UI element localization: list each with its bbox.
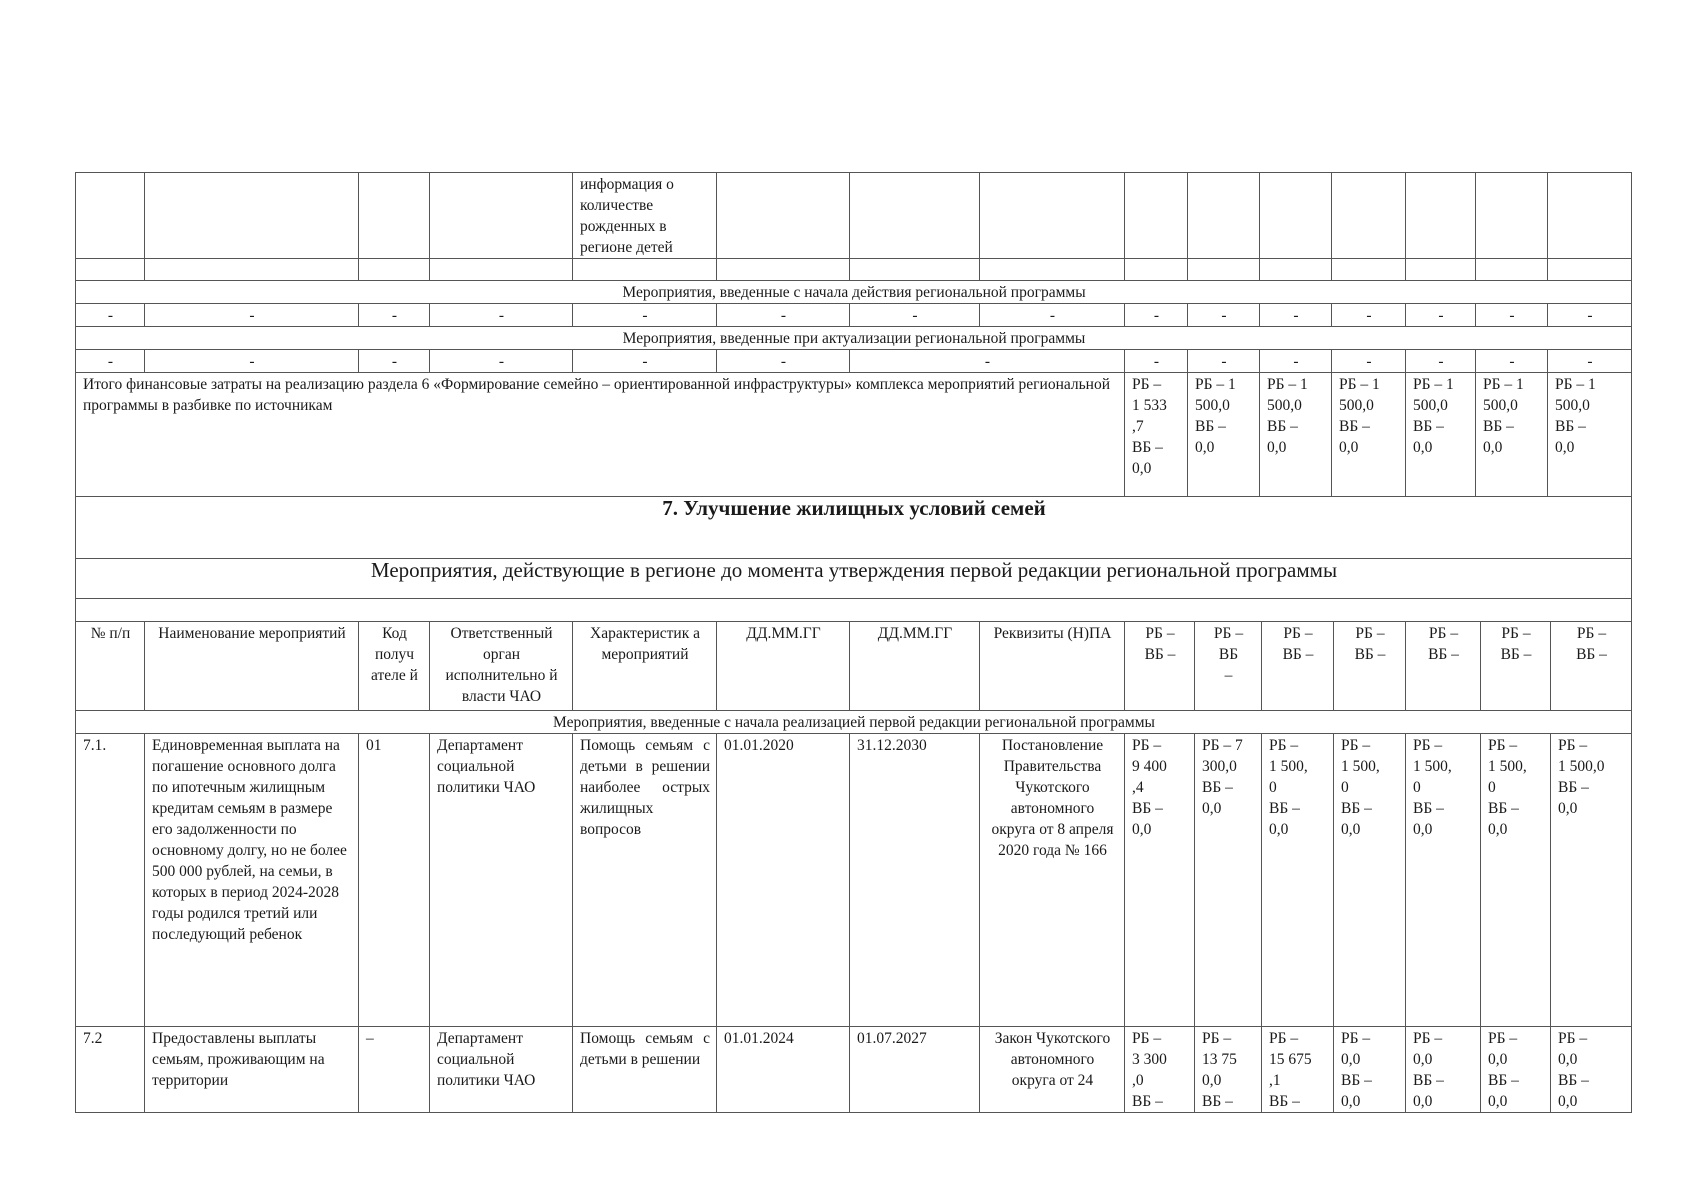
header-num: № п/п	[76, 622, 145, 711]
total-value: РБ – 1 500,0 ВБ – 0,0	[1476, 373, 1548, 497]
row-fin: РБ – 0,0 ВБ – 0,0	[1481, 1027, 1551, 1113]
total-value: РБ – 1 500,0 ВБ – 0,0	[1548, 373, 1632, 497]
banner-row-started	[76, 281, 1632, 304]
carry-over-row	[76, 173, 1632, 259]
row-num: 7.1.	[76, 734, 145, 1027]
row-date-end: 31.12.2030	[850, 734, 980, 1027]
header-organ: Ответственный орган исполнительно й власти ЧАО	[430, 622, 573, 711]
header-code: Код получ ателе й	[359, 622, 430, 711]
header-characteristic: Характеристик а мероприятий	[573, 622, 717, 711]
header-date-end: ДД.ММ.ГГ	[850, 622, 980, 711]
header-fin: РБ – ВБ –	[1334, 622, 1406, 711]
row-fin: РБ – 1 500,0 ВБ – 0,0	[1551, 734, 1632, 1027]
row-organ: Департамент социальной политики ЧАО	[430, 734, 573, 1027]
header-npa: Реквизиты (Н)ПА	[980, 622, 1125, 711]
header-fin: РБ – ВБ –	[1262, 622, 1334, 711]
row-date-end: 01.07.2027	[850, 1027, 980, 1113]
row-fin: РБ – 0,0 ВБ – 0,0	[1334, 1027, 1406, 1113]
row-fin: РБ – 1 500, 0 ВБ – 0,0	[1334, 734, 1406, 1027]
spacer-row	[76, 599, 1632, 622]
total-value: РБ – 1 500,0 ВБ – 0,0	[1406, 373, 1476, 497]
row-npa: Постановление Правительства Чукотского автономного округа от 8 апреля 2020 года № 166	[980, 734, 1125, 1027]
measures-title-row	[76, 559, 1632, 599]
row-name: Предоставлены выплаты семьям, проживающим на территории	[145, 1027, 359, 1113]
totals-label: Итого финансовые затраты на реализацию раздела 6 «Формирование семейно – ориентированной инфраструктуры» комплекса мероприятий региональной программы в разбивке по источникам	[76, 373, 1125, 497]
row-code: –	[359, 1027, 430, 1113]
banner-updated: Мероприятия, введенные при актуализации региональной программы	[76, 327, 1632, 350]
banner-row-updated	[76, 327, 1632, 350]
section-6-table-continuation	[75, 172, 1632, 622]
header-fin: РБ – ВБ –	[1481, 622, 1551, 711]
header-date-start: ДД.ММ.ГГ	[717, 622, 850, 711]
row-name: Единовременная выплата на погашение основного долга по ипотечным жилищным кредитам семьям в размере его задолженности по основному долгу, но не более 500 000 рублей, на семьи, в которых в период 2024-2028 годы родился третий или последующий ребенок	[145, 734, 359, 1027]
row-fin: РБ – 1 500, 0 ВБ – 0,0	[1262, 734, 1334, 1027]
section-title-row	[76, 497, 1632, 559]
table-row	[76, 734, 1632, 1027]
row-fin: РБ – 13 75 0,0 ВБ –	[1195, 1027, 1262, 1113]
total-value: РБ – 1 533 ,7 ВБ – 0,0	[1125, 373, 1188, 497]
header-fin: РБ – ВБ –	[1125, 622, 1195, 711]
row-fin: РБ – 7 300,0 ВБ – 0,0	[1195, 734, 1262, 1027]
carry-over-characteristic: информация о количестве рожденных в регионе детей	[573, 173, 717, 259]
row-npa: Закон Чукотского автономного округа от 24	[980, 1027, 1125, 1113]
row-fin: РБ – 3 300 ,0 ВБ –	[1125, 1027, 1195, 1113]
row-fin: РБ – 1 500, 0 ВБ – 0,0	[1481, 734, 1551, 1027]
row-fin: РБ – 0,0 ВБ – 0,0	[1551, 1027, 1632, 1113]
dash-row-started: - - - - - - - - - - - - - - -	[76, 304, 1632, 327]
row-characteristic: Помощь семьям с детьми в решении	[573, 1027, 717, 1113]
row-fin: РБ – 1 500, 0 ВБ – 0,0	[1406, 734, 1481, 1027]
row-date-start: 01.01.2020	[717, 734, 850, 1027]
empty-row	[76, 259, 1632, 281]
total-value: РБ – 1 500,0 ВБ – 0,0	[1188, 373, 1260, 497]
total-value: РБ – 1 500,0 ВБ – 0,0	[1332, 373, 1406, 497]
row-organ: Департамент социальной политики ЧАО	[430, 1027, 573, 1113]
banner-row-first-edition	[76, 711, 1632, 734]
row-characteristic: Помощь семьям с детьми в решении наиболее острых жилищных вопросов	[573, 734, 717, 1027]
table-row	[76, 1027, 1632, 1113]
section-7-table	[75, 621, 1632, 1113]
header-fin: РБ – ВБ –	[1406, 622, 1481, 711]
row-fin: РБ – 9 400 ,4 ВБ – 0,0	[1125, 734, 1195, 1027]
header-fin: РБ – ВБ –	[1195, 622, 1262, 711]
measures-title: Мероприятия, действующие в регионе до момента утверждения первой редакции региональной программы	[76, 559, 1632, 599]
section-title: 7. Улучшение жилищных условий семей	[76, 497, 1632, 559]
row-fin: РБ – 15 675 ,1 ВБ –	[1262, 1027, 1334, 1113]
header-name: Наименование мероприятий	[145, 622, 359, 711]
column-header-row	[76, 622, 1632, 711]
dash-row-updated: - - - - - - - - - - - - - -	[76, 350, 1632, 373]
header-fin: РБ – ВБ –	[1551, 622, 1632, 711]
row-fin: РБ – 0,0 ВБ – 0,0	[1406, 1027, 1481, 1113]
total-value: РБ – 1 500,0 ВБ – 0,0	[1260, 373, 1332, 497]
row-date-start: 01.01.2024	[717, 1027, 850, 1113]
totals-row	[76, 373, 1632, 497]
banner-first-edition: Мероприятия, введенные с начала реализацией первой редакции региональной программы	[76, 711, 1632, 734]
row-num: 7.2	[76, 1027, 145, 1113]
banner-started: Мероприятия, введенные с начала действия региональной программы	[76, 281, 1632, 304]
row-code: 01	[359, 734, 430, 1027]
